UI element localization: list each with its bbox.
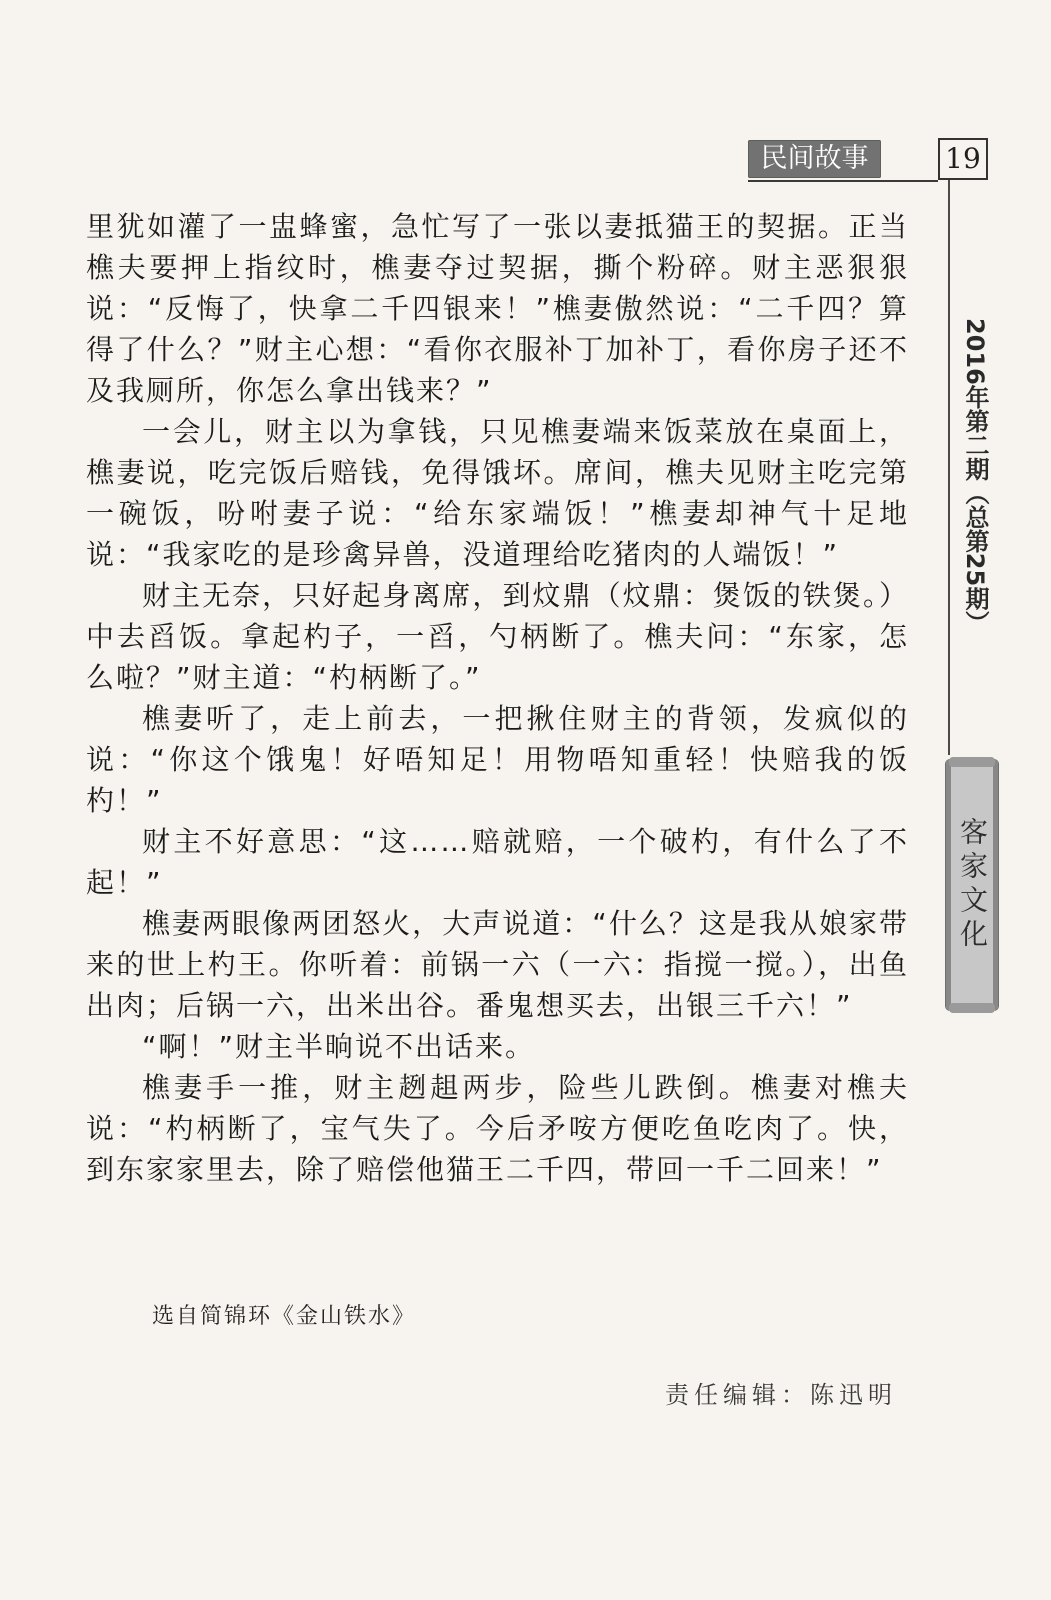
badge-cap-bottom (949, 1003, 995, 1013)
paragraph-3: 财主无奈，只好起身离席，到炆鼎（炆鼎：煲饭的铁煲。）中去舀饭。拿起杓子，一舀，勺柄断了。樵夫问：“东家，怎么啦？”财主道：“杓柄断了。” (86, 579, 909, 694)
journal-badge-text: 客家文化 (956, 816, 989, 953)
page-number: 19 (945, 142, 981, 175)
section-title: 民间故事 (760, 143, 869, 174)
paragraph-1: 里犹如灌了一盅蜂蜜，急忙写了一张以妻抵猫王的契据。正当樵夫要押上指纹时，樵妻夺过契据，撕个粉碎。财主恶狠狠说：“反悔了，快拿二千四银来！”樵妻傲然说：“二千四？算得了什么？”财主心想：“看你衣服补丁加补丁，看你房子还不及我厕所，你怎么拿出钱来？” (86, 210, 909, 407)
source-credit: 选自简锦环《金山铁水》 (152, 1304, 417, 1329)
paragraph-7: “啊！”财主半晌说不出话来。 (142, 1030, 536, 1063)
issue-label-vertical: 2016年第二期（总第25期） (961, 318, 989, 635)
journal-badge (946, 760, 998, 1010)
article-body (86, 206, 909, 1190)
paragraph-2: 一会儿，财主以为拿钱，只见樵妻端来饭菜放在桌面上，樵妻说，吃完饭后赔钱，免得饿坏。席间，樵夫见财主吃完第一碗饭，吩咐妻子说：“给东家端饭！”樵妻却神气十足地说：“我家吃的是珍禽异兽，没道理给吃猪肉的人端饭！” (86, 415, 909, 571)
header-divider (748, 180, 938, 182)
right-margin-line (948, 180, 950, 755)
section-header-band (748, 140, 881, 178)
paragraph-4: 樵妻听了，走上前去，一把揪住财主的背领，发疯似的说：“你这个饿鬼！好唔知足！用物唔知重轻！快赔我的饭杓！” (86, 702, 909, 817)
page-number-box (938, 138, 988, 180)
responsible-editor: 责任编辑：陈迅明 (665, 1381, 897, 1409)
paragraph-8: 樵妻手一推，财主趔趄两步，险些儿跌倒。樵妻对樵夫说：“杓柄断了，宝气失了。今后矛咹方便吃鱼吃肉了。快，到东家家里去，除了赔偿他猫王二千四，带回一千二回来！” (86, 1071, 909, 1186)
badge-cap-top (949, 757, 995, 767)
paragraph-5: 财主不好意思：“这……赔就赔，一个破杓，有什么了不起！” (86, 825, 909, 899)
paragraph-6: 樵妻两眼像两团怒火，大声说道：“什么？这是我从娘家带来的世上杓王。你听着：前锅一六（一六：指搅一搅。），出鱼出肉；后锅一六，出米出谷。番鬼想买去，出银三千六！” (86, 907, 909, 1022)
